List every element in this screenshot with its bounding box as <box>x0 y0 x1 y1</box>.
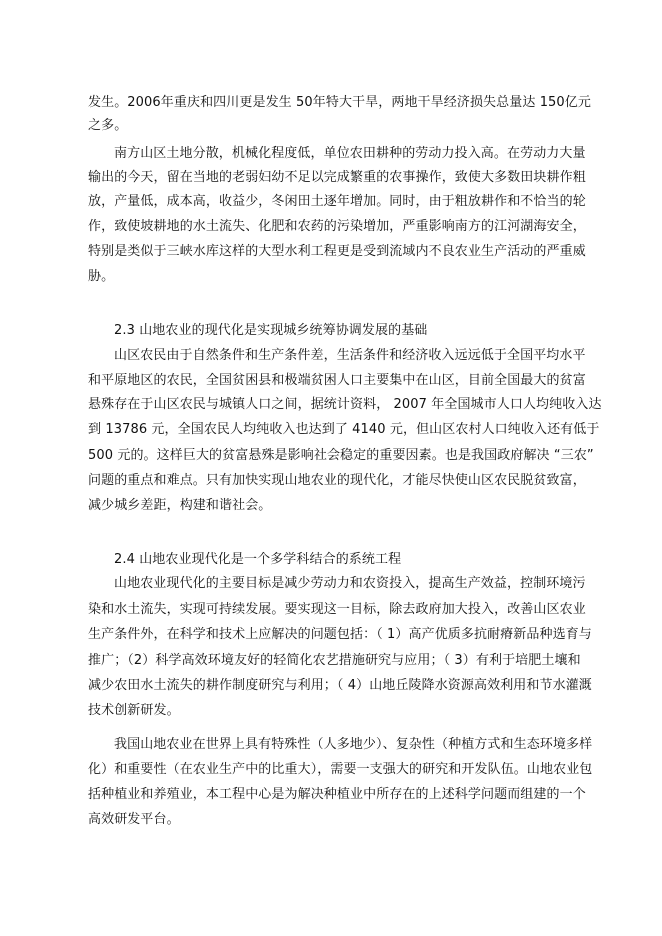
text-line: 和平原地区的农民，全国贫困县和极端贫困人口主要集中在山区，目前全国最大的贫富 <box>88 373 586 388</box>
text-line: 作，致使坡耕地的水土流失、化肥和农药的污染增加，严重影响南方的江河湖海安全， <box>88 219 586 234</box>
text-line: 胁。 <box>88 269 115 284</box>
text-line: 高效研发平台。 <box>88 812 180 827</box>
text-line: 染和水土流失，实现可持续发展。要实现这一目标，除去政府加大投入，改善山区农业 <box>88 602 586 617</box>
text-line: 技术创新研发。 <box>88 703 180 718</box>
text-line: 悬殊存在于山区农民与城镇人口之间，据统计资料， 2007 年全国城市人口人均纯收入达 <box>88 397 602 412</box>
text-line: 我国山地农业在世界上具有特殊性（人多地少）、复杂性（种植方式和生态环境多样 <box>114 737 593 752</box>
text-line: 发生。2006年重庆和四川更是发生 50年特大干旱，两地干旱经济损失总量达 150亿元 <box>88 95 592 110</box>
section-heading-2-4: 2.4 山地农业现代化是一个多学科结合的系统工程 <box>114 552 402 567</box>
text-line: 输出的今天，留在当地的老弱妇幼不足以完成繁重的农事操作，致使大多数田块耕作粗 <box>88 170 586 185</box>
text-line: 特别是类似于三峡水库这样的大型水利工程更是受到流域内不良农业生产活动的严重威 <box>88 244 586 259</box>
text-line: 问题的重点和难点。只有加快实现山地农业的现代化，才能尽快使山区农民脱贫致富， <box>88 473 586 488</box>
text-line: 山区农民由于自然条件和生产条件差，生活条件和经济收入远远低于全国平均水平 <box>114 348 586 363</box>
text-line: 化）和重要性（在农业生产中的比重大），需要一支强大的研究和开发队伍。山地农业包 <box>88 762 593 777</box>
text-line: 放，产量低，成本高，收益少，冬闲田土逐年增加。同时，由于粗放耕作和不恰当的轮 <box>88 194 586 209</box>
text-line: 南方山区土地分散，机械化程度低，单位农田耕种的劳动力投入高。在劳动力大量 <box>114 146 586 161</box>
text-line: 括种植业和养殖业，本工程中心是为解决种植业中所存在的上述科学问题而组建的一个 <box>88 787 586 802</box>
text-line: 山地农业现代化的主要目标是减少劳动力和农资投入，提高生产效益，控制环境污 <box>114 576 586 591</box>
text-line: 之多。 <box>88 118 128 133</box>
text-line: 500 元的。这样巨大的贫富悬殊是影响社会稳定的重要因素。也是我国政府解决 “三农” <box>88 448 594 463</box>
text-line: 推广；（2）科学高效环境友好的轻简化农艺措施研究与应用；（ 3）有利于培肥土壤和 <box>88 653 581 668</box>
section-heading-2-3: 2.3 山地农业的现代化是实现城乡统筹协调发展的基础 <box>114 323 428 338</box>
text-line: 减少农田水土流失的耕作制度研究与利用；（ 4）山地丘陵降水资源高效利用和节水灌溉 <box>88 678 592 693</box>
text-line: 减少城乡差距，构建和谐社会。 <box>88 498 272 513</box>
text-line: 到 13786 元，全国农民人均纯收入也达到了 4140 元，但山区农村人口纯收入还有低于 <box>88 422 600 437</box>
text-line: 生产条件外，在科学和技术上应解决的问题包括：（ 1）高产优质多抗耐瘠新品种选育与 <box>88 627 592 642</box>
